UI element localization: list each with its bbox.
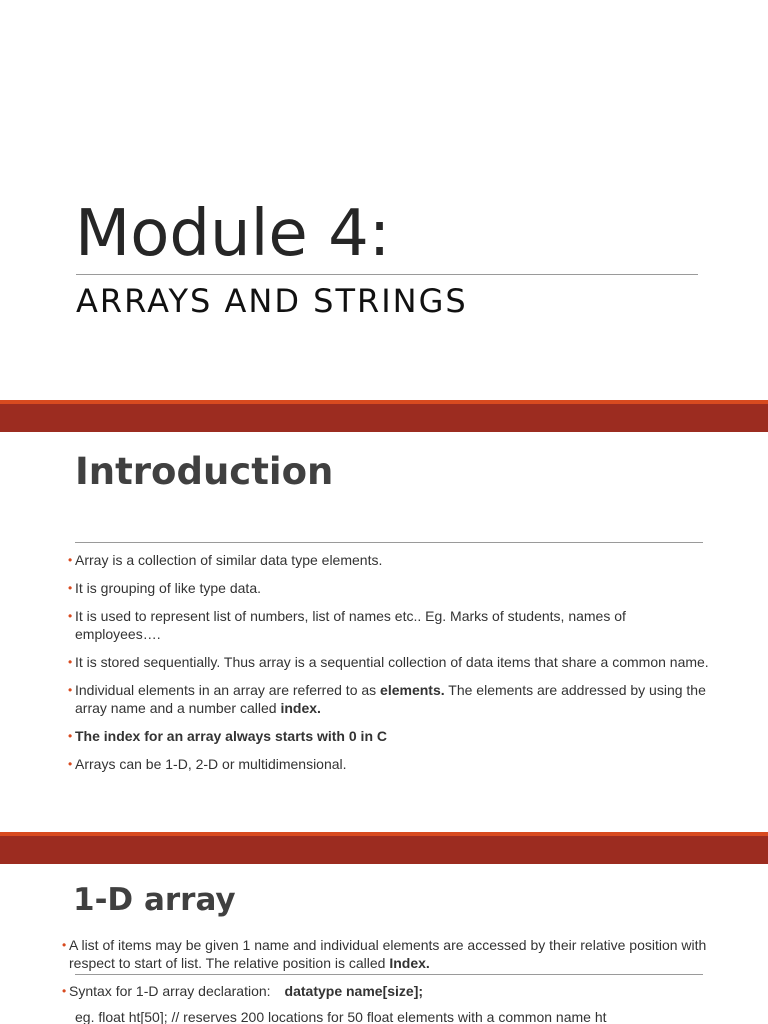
bullet-icon: • — [68, 757, 73, 771]
separator-accent — [0, 832, 768, 836]
heading-divider — [75, 542, 703, 543]
bullet-icon: • — [62, 938, 67, 952]
bold-term: Index. — [389, 955, 430, 971]
introduction-slide — [0, 432, 768, 832]
bullet-item — [68, 579, 715, 597]
bullet-icon: • — [68, 581, 73, 595]
bullet-text: It is used to represent list of numbers, list of names etc.. Eg. Marks of students, names of employees…. — [75, 608, 626, 642]
bullet-text: Arrays can be 1-D, 2-D or multidimensional. — [75, 756, 347, 772]
bullet-item — [62, 936, 709, 972]
bullet-text: Array is a collection of similar data type elements. — [75, 552, 383, 568]
module-subtitle: ARRAYS AND STRINGS — [76, 282, 468, 320]
title-divider — [76, 274, 698, 275]
title-slide — [0, 0, 768, 400]
slide-heading: Introduction — [75, 450, 334, 493]
bullet-icon: • — [68, 609, 73, 623]
slide-heading: 1-D array — [73, 882, 236, 918]
bullet-item — [68, 551, 715, 569]
bullet-text: Syntax for 1-D array declaration: — [69, 983, 271, 999]
bullet-item — [68, 755, 715, 773]
bullet-text: The elements are addressed by using the array name and a number called — [75, 682, 706, 716]
bullet-item — [68, 607, 715, 643]
intro-bullet-list — [68, 551, 715, 783]
bullet-icon: • — [68, 729, 73, 743]
example-line: eg. float ht[50]; // reserves 200 locations for 50 float elements with a common name ht — [75, 1009, 607, 1024]
separator-accent — [0, 400, 768, 404]
slide-separator — [0, 400, 768, 432]
bullet-item — [62, 982, 709, 1000]
bullet-text: It is stored sequentially. Thus array is a sequential collection of data items that share a common name. — [75, 654, 709, 670]
one-d-bullet-list — [62, 936, 709, 1010]
bullet-icon: • — [68, 683, 73, 697]
bullet-text: It is grouping of like type data. — [75, 580, 261, 596]
bullet-text: The index for an array always starts with 0 in C — [75, 728, 387, 744]
bullet-icon: • — [68, 553, 73, 567]
bullet-icon: • — [68, 655, 73, 669]
bullet-icon: • — [62, 984, 67, 998]
bold-term: index. — [280, 700, 321, 716]
bullet-item — [68, 653, 715, 671]
bullet-text: Individual elements in an array are referred to as — [75, 682, 381, 698]
bullet-item — [68, 681, 715, 717]
syntax-code: datatype name[size]; — [284, 983, 424, 999]
one-d-array-slide — [0, 864, 768, 1024]
module-title: Module 4: — [75, 197, 391, 271]
bullet-item — [68, 727, 715, 745]
bullet-text: A list of items may be given 1 name and individual elements are accessed by their relative position with respect to start of list. The relative position is called — [69, 937, 707, 971]
slide-separator — [0, 832, 768, 864]
bold-term: elements. — [380, 682, 445, 698]
